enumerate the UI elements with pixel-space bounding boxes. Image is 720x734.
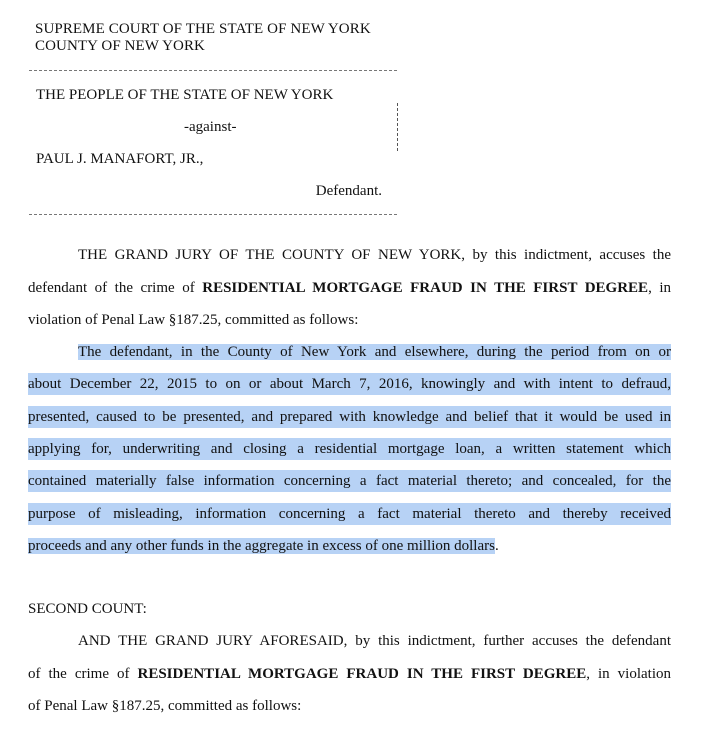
plaintiff-name: THE PEOPLE OF THE STATE OF NEW YORK — [36, 87, 334, 103]
highlighted-line[interactable] — [28, 535, 671, 557]
court-county: COUNTY OF NEW YORK — [35, 38, 205, 54]
highlighted-text[interactable]: The defendant, in the County of New York and elsewhere, during the period from on or — [78, 344, 671, 360]
defendant-name: PAUL J. MANAFORT, JR., — [36, 151, 204, 167]
text-run: defendant of the crime of — [28, 280, 203, 296]
paragraph-line: of Penal Law §187.25, committed as follows: — [28, 698, 302, 714]
paragraph-line — [28, 277, 671, 299]
highlighted-line[interactable]: purpose of misleading, information concerning a fact material thereto and thereby received — [28, 503, 671, 525]
highlighted-line[interactable]: applying for, underwriting and closing a residential mortgage loan, a written statement which — [28, 438, 671, 460]
text-run: , in — [648, 280, 672, 296]
court-header — [35, 21, 371, 55]
against-label: -against- — [184, 119, 237, 135]
second-count-heading: SECOND COUNT: — [28, 601, 147, 617]
paragraph-line — [28, 663, 671, 685]
highlighted-line[interactable] — [28, 341, 671, 363]
highlighted-text[interactable]: proceeds and any other funds in the aggregate in excess of one million dollars — [28, 538, 495, 554]
defendant-label: Defendant. — [315, 183, 382, 199]
highlighted-line[interactable]: contained materially false information concerning a fact material thereto; and concealed, for the — [28, 470, 671, 492]
highlighted-line[interactable]: presented, caused to be presented, and prepared with knowledge and belief that it would be used in — [28, 406, 671, 428]
court-name: SUPREME COURT OF THE STATE OF NEW YORK — [35, 21, 371, 37]
paragraph-line: AND THE GRAND JURY AFORESAID, by this indictment, further accuses the defendant — [78, 633, 671, 649]
highlighted-line[interactable]: about December 22, 2015 to on or about March 7, 2016, knowingly and with intent to defraud, — [28, 373, 671, 395]
text-run: . — [494, 538, 499, 554]
crime-name: RESIDENTIAL MORTGAGE FRAUD IN THE FIRST DEGREE — [137, 666, 587, 682]
paragraph-line: THE GRAND JURY OF THE COUNTY OF NEW YORK, by this indictment, accuses the — [78, 247, 671, 263]
case-caption-box — [29, 70, 397, 215]
crime-name: RESIDENTIAL MORTGAGE FRAUD IN THE FIRST DEGREE — [202, 280, 649, 296]
paragraph-line: violation of Penal Law §187.25, committed as follows: — [28, 312, 359, 328]
text-run: of the crime of — [28, 666, 138, 682]
text-run: , in violation — [586, 666, 671, 682]
caption-divider — [397, 103, 398, 151]
